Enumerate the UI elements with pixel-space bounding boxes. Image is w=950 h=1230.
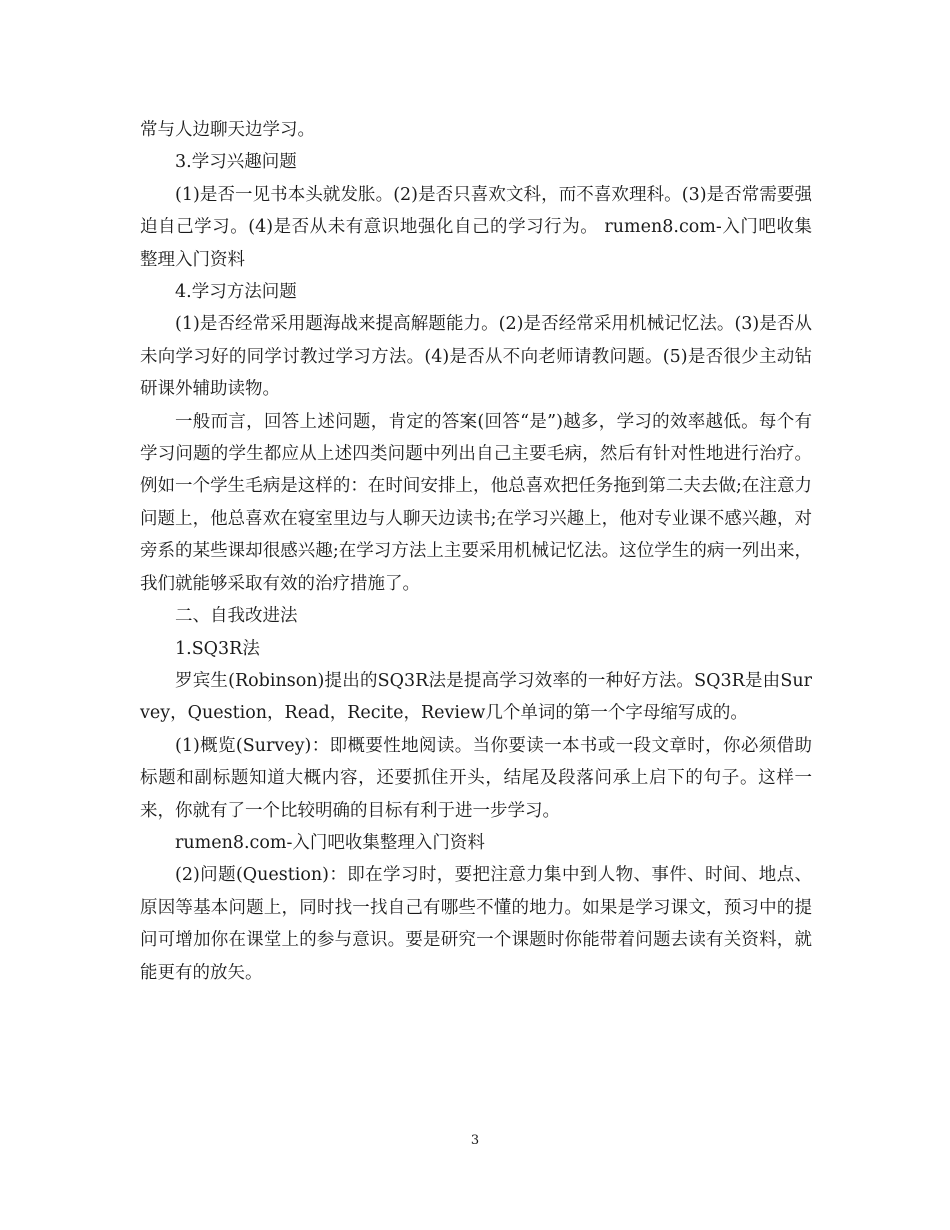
heading-sq3r: 1.SQ3R法 [175, 638, 260, 659]
paragraph-continuation: 常与人边聊天边学习。 [140, 120, 315, 140]
paragraph-summary: 一般而言，回答上述问题，肯定的答案(回答“是”)越多，学习的效率越低。每个有学习问题的学生都应从上述四类问题中列出自己主要毛病，然后有针对性地进行治疗。例如一个学生毛病是这样的：在时间安排上，他总喜欢把任务拖到第二夫去做;在注意力问题上，他总喜欢在寝室里边与人聊天边读书;在学习兴趣上，他对专业课不感兴趣，对旁系的某些课却很感兴趣;在学习方法上主要采用机械记忆法。这位学生的病一列出来，我们就能够采取有效的治疗措施了。 [140, 411, 812, 594]
paragraph-survey: (1)概览(Survey)：即概要性地阅读。当你要读一本书或一段文章时，你必须借助标题和副标题知道大概内容，还要抓住开头，结尾及段落问承上启下的句子。这样一来，你就有了一个比较明确的目标有利于进一步学习。 [140, 735, 812, 821]
page-number: 3 [470, 1133, 480, 1148]
heading-learning-interest: 3.学习兴趣问题 [175, 152, 297, 173]
heading-learning-method: 4.学习方法问题 [175, 282, 297, 303]
heading-self-improvement: 二、自我改进法 [175, 606, 298, 627]
paragraph-watermark: rumen8.com-入门吧收集整理入门资料 [175, 832, 485, 853]
paragraph-learning-interest: (1)是否一见书本头就发胀。(2)是否只喜欢文科，而不喜欢理科。(3)是否常需要强迫自己学习。(4)是否从未有意识地强化自己的学习行为。 rumen8.com-入门吧收集整理入门资料 [140, 184, 812, 270]
paragraph-question: (2)问题(Question)：即在学习时，要把注意力集中到人物、事件、时间、地点、原因等基本问题上，同时找一找自己有哪些不懂的地力。如果是学习课文，预习中的提问可增加你在课堂上的参与意识。要是研究一个课题时你能带着问题去读有关资料，就能更有的放矢。 [140, 865, 812, 983]
document-body [140, 114, 812, 989]
paragraph-learning-method: (1)是否经常采用题海战来提高解题能力。(2)是否经常采用机械记忆法。(3)是否从未向学习好的同学讨教过学习方法。(4)是否从不向老师请教问题。(5)是否很少主动钻研课外辅助读物。 [140, 314, 812, 400]
paragraph-sq3r-intro: 罗宾生(Robinson)提出的SQ3R法是提高学习效率的一种好方法。SQ3R是由Survey，Question，Read，Recite，Review几个单词的第一个字母缩写成的。 [140, 670, 812, 724]
